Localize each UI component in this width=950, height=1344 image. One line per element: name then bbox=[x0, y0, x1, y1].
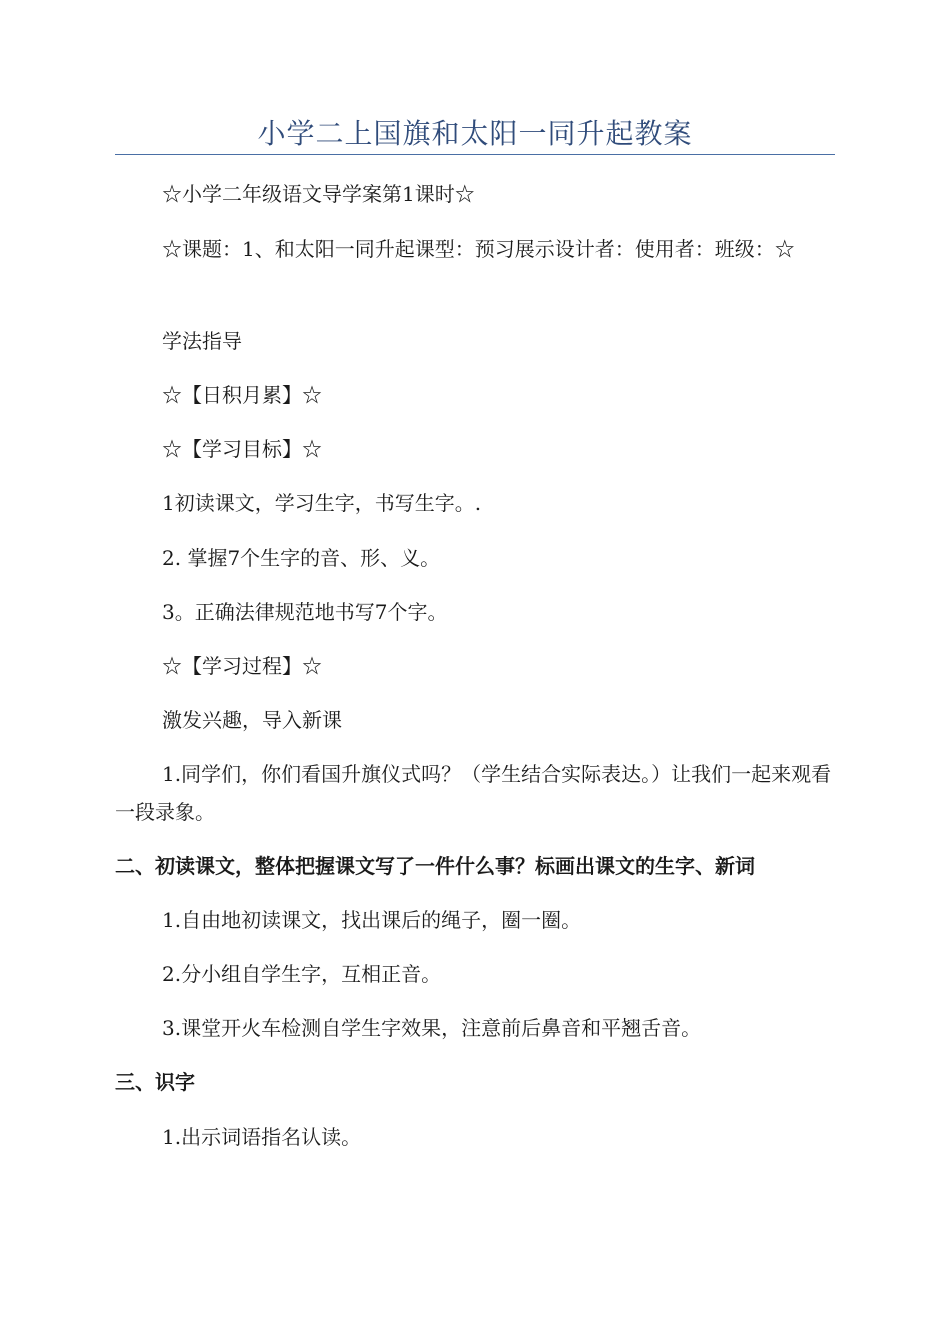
paragraph-goal-1: 1初读课文，学习生字，书写生字。. bbox=[162, 491, 482, 515]
section-heading-2: 二、初读课文，整体把握课文写了一件什么事？标画出课文的生字、新词 bbox=[115, 854, 755, 878]
paragraph-study-guide: 学法指导 bbox=[162, 329, 242, 353]
paragraph-read-2: 2.分小组自学生字，互相正音。 bbox=[162, 962, 442, 986]
paragraph-learning-process: ☆【学习过程】☆ bbox=[162, 654, 322, 678]
paragraph-read-1: 1.自由地初读课文，找出课后的绳子，圈一圈。 bbox=[162, 908, 582, 932]
paragraph-lesson-header: ☆小学二年级语文导学案第1课时☆ bbox=[162, 182, 475, 206]
paragraph-daily-accumulation: ☆【日积月累】☆ bbox=[162, 383, 322, 407]
document-title: 小学二上国旗和太阳一同升起教案 bbox=[257, 117, 693, 150]
paragraph-intro-1: 1.同学们，你们看国升旗仪式吗？（学生结合实际表达。）让我们一起来观看一段录象。 bbox=[115, 762, 832, 824]
paragraph-literacy-1: 1.出示词语指名认读。 bbox=[162, 1125, 362, 1149]
title-underline bbox=[115, 154, 835, 155]
paragraph-read-3: 3.课堂开火车检测自学生字效果，注意前后鼻音和平翘舌音。 bbox=[162, 1016, 702, 1040]
paragraph-lesson-topic: ☆课题：1、和太阳一同升起课型：预习展示设计者：使用者：班级：☆ bbox=[162, 237, 795, 261]
section-heading-3: 三、识字 bbox=[115, 1070, 195, 1094]
paragraph-goal-2: 2. 掌握7个生字的音、形、义。 bbox=[162, 546, 441, 570]
paragraph-intro: 激发兴趣，导入新课 bbox=[162, 708, 342, 732]
paragraph-goal-3: 3。正确法律规范地书写7个字。 bbox=[162, 600, 448, 624]
paragraph-learning-goals: ☆【学习目标】☆ bbox=[162, 437, 322, 461]
